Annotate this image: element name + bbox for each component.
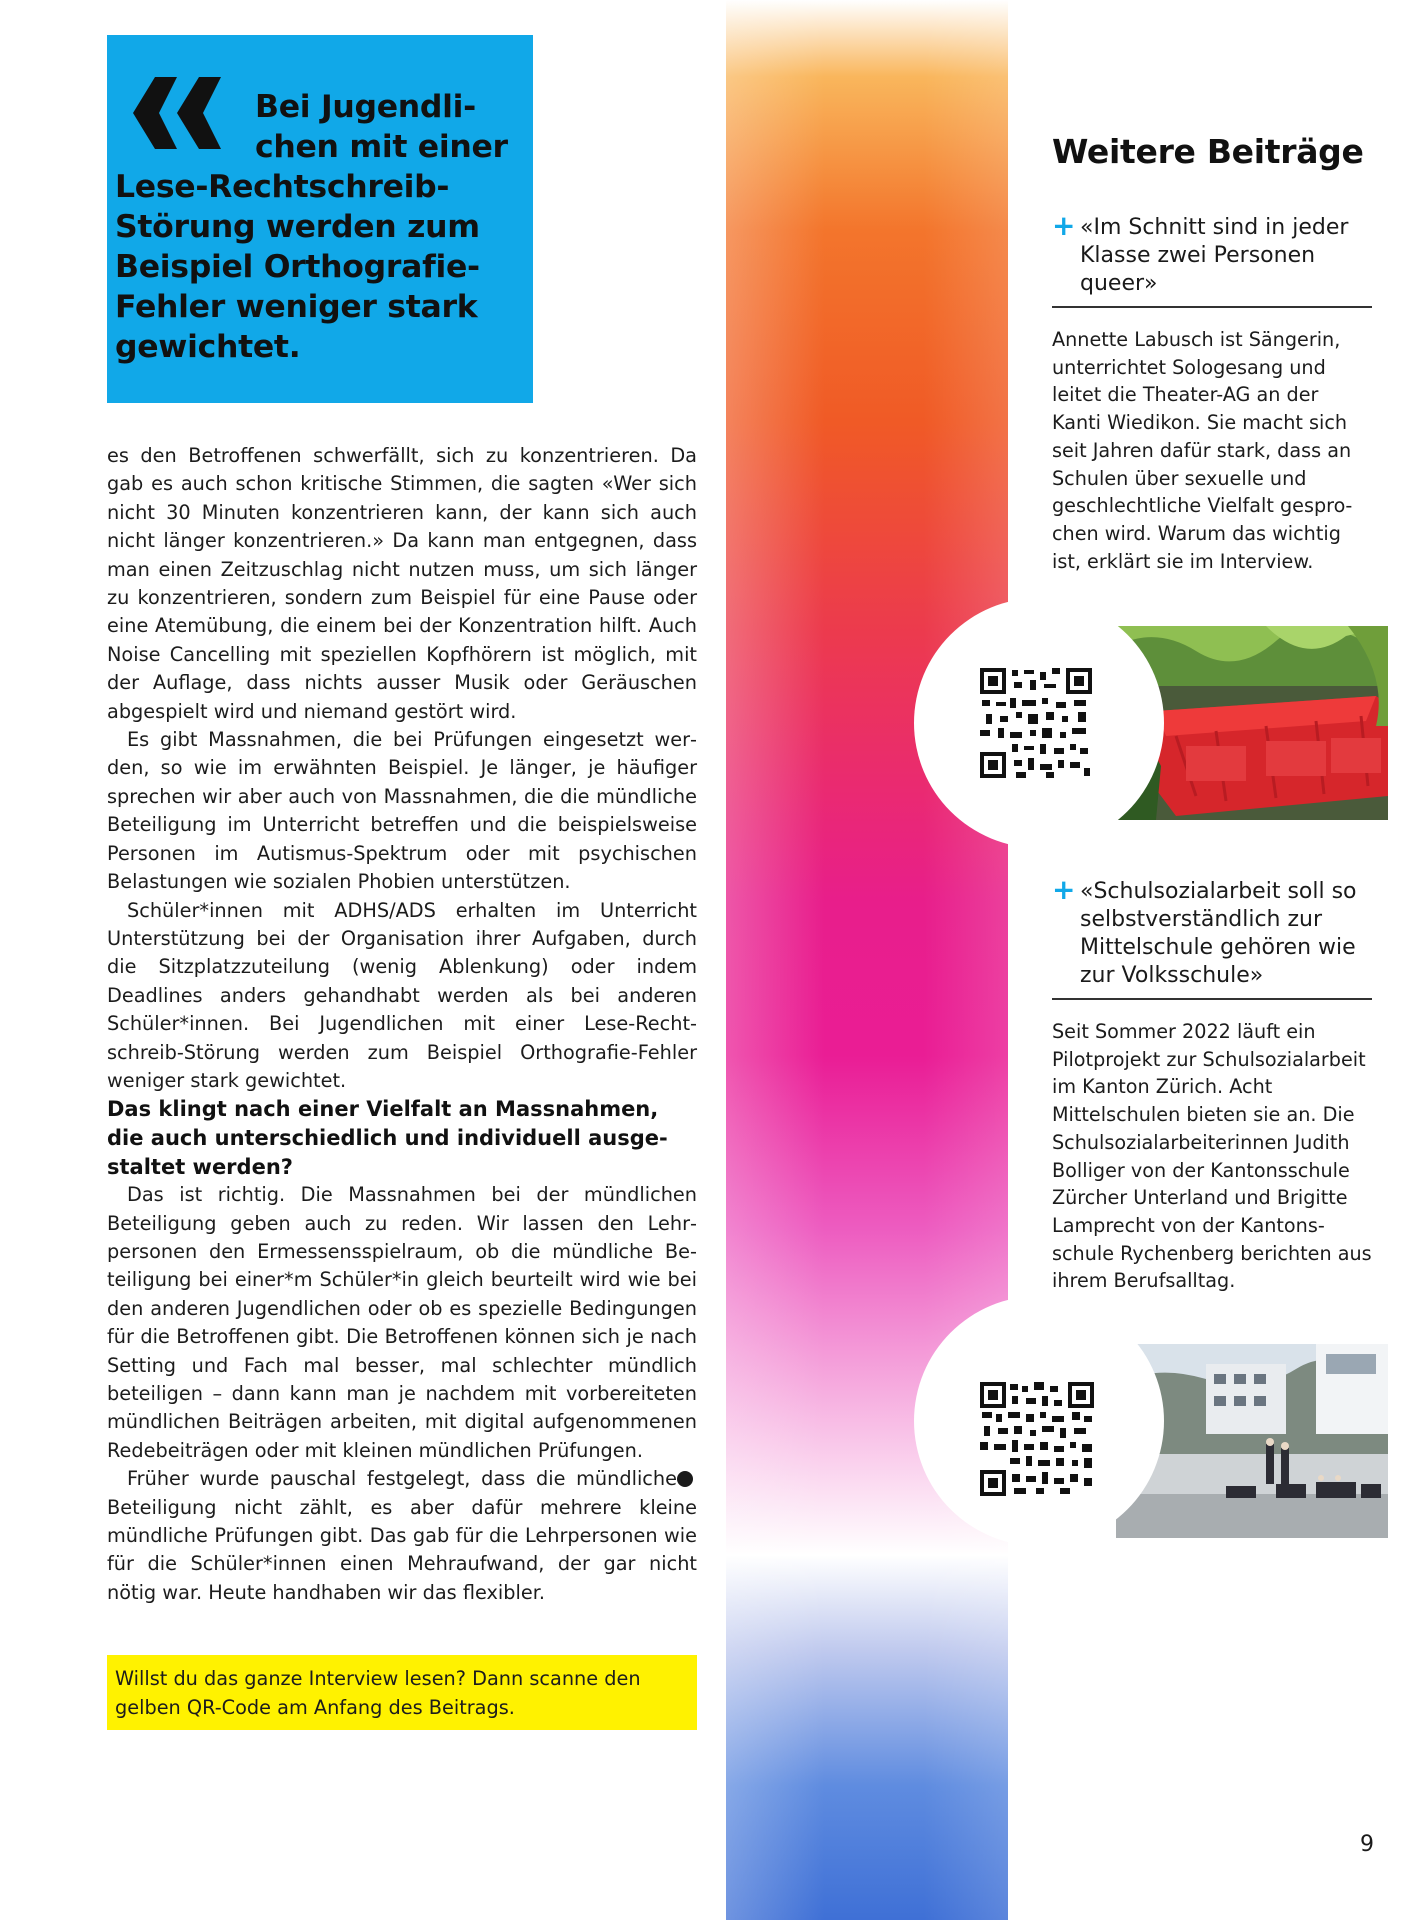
pull-quote-line: Lese-Rechtschreib-	[115, 169, 450, 205]
article-paragraph: Es gibt Massnahmen, die bei Prüfungen eingesetzt werden, so wie im erwähnten Beispiel. Je länger, je häufiger sprechen wir aber auch von Massnahmen, die die mündliche Beteiligung im Unterricht betreffen und die beispielsweise Personen im Autismus-Spektrum oder mit psychischen Belastungen wie sozialen Phobien unterstützen.	[107, 728, 697, 894]
qr-callout-box	[107, 1655, 697, 1730]
teaser-headline-text: «Schulsozialarbeit soll so selbstverständlich zur Mittelschule gehören wie zur Volksschule»	[1080, 879, 1357, 988]
article-body	[107, 442, 707, 1607]
page-number: 9	[1360, 1832, 1374, 1857]
end-of-article-icon: ×	[677, 1471, 693, 1487]
teaser-1-media[interactable]	[914, 600, 1388, 822]
qr-code-icon[interactable]	[980, 1382, 1094, 1496]
decorative-gradient-stripe	[726, 0, 1008, 1920]
teaser-headline-text: «Im Schnitt sind in jeder Klasse zwei Personen queer»	[1080, 215, 1349, 296]
article-paragraph: Schüler*innen mit ADHS/ADS erhalten im Unterricht Unterstützung bei der Organisation ihrer Aufgaben, durch die Sitzplatzzuteilung (wenig Ablenkung) oder indem Deadlines anders gehandhabt werden als bei anderen Schüler*innen. Bei Jugendlichen mit einer Lese-Rechtschreib-Störung werden zum Beispiel Orthografie-Fehler weniger stark gewichtet.	[107, 898, 697, 1092]
article-paragraph: es den Betroffenen schwerfällt, sich zu konzentrieren. Da gab es auch schon kritische Stimmen, die sagten «Wer sich nicht 30 Minuten konzentrieren kann, der kann sich auch nicht länger konzentrieren.» Da kann man entgegnen, dass man einen Zeitzuschlag nicht nutzen muss, um sich länger zu konzentrieren, sondern zum Beispiel für eine Pause oder eine Atemübung, die einem bei der Konzentration hilft. Auch Noise Cancelling mit speziellen Kopfhörern ist möglich, mit der Auflage, dass nichts ausser Musik oder Geräuschen abgespielt wird und niemand gestört wird.	[107, 444, 697, 723]
qr-callout-text: Willst du das ganze Interview lesen? Dann scanne den gelben QR-Code am Anfang des Beitrags.	[115, 1667, 641, 1719]
teaser-summary: Annette Labusch ist Sängerin, unterrichtet Sologesang und leitet die Theater-AG an der Kanti Wiedikon. Sie macht sich seit Jahren dafür stark, dass an Schulen über sexuelle und geschlechtliche Vielfalt gesprochen wird. Warum das wichtig ist, erklärt sie im Interview.	[1052, 328, 1353, 573]
article-paragraph-last	[107, 1465, 707, 1607]
teaser-2-media[interactable]	[914, 1320, 1388, 1542]
pull-quote-box	[107, 35, 533, 403]
pull-quote-line: Fehler weniger stark	[115, 289, 478, 325]
pull-quote-line: gewichtet.	[115, 329, 301, 365]
article-paragraph-text: Früher wurde pauschal festgelegt, dass die mündliche Beteiligung nicht zählt, es aber dafür mehrere kleine mündliche Prüfungen gibt. Das gab für die Lehrpersonen wie für die Schüler*innen einen Mehraufwand, der gar nicht nötig war. Heute handhaben wir das flexibler.	[107, 1467, 697, 1604]
plus-icon: +	[1052, 209, 1076, 242]
teaser-2[interactable]	[1052, 873, 1372, 1295]
pull-quote-line: Beispiel Orthografie-	[115, 249, 480, 285]
teaser-summary: Seit Sommer 2022 läuft ein Pilotprojekt zur Schulsozialarbeit im Kanton Zürich. Acht Mittelschulen bieten sie an. Die Schulsozialarbeiterinnen Judith Bolliger von der Kantonsschule Zürcher Unterland und Brigitte Lamprecht von der Kantonsschule Rychenberg berichten aus ihrem Berufsalltag.	[1052, 1020, 1372, 1293]
article-paragraph: Das ist richtig. Die Massnahmen bei der mündlichen Beteiligung geben auch zu reden. Wir lassen den Lehrpersonen den Ermessensspielraum, ob die mündliche Beteiligung bei einer*m Schüler*in gleich beurteilt wird wie bei den anderen Jugendlichen oder ob es spezielle Bedingungen für die Betroffenen gibt. Die Betroffenen können sich je nach Setting und Fach mal besser, mal schlechter mündlich beteiligen – dann kann man je nachdem mit vorbereiteten mündlichen Beiträgen arbeiten, mit digital aufgenommenen Redebeiträgen oder mit kleinen mündlichen Prüfungen.	[107, 1183, 697, 1462]
pull-quote-text	[115, 87, 525, 367]
plus-icon: +	[1052, 873, 1076, 906]
qr-code-icon[interactable]	[980, 668, 1092, 778]
pull-quote-line: chen mit einer	[255, 129, 508, 165]
pull-quote-line: Störung werden zum	[115, 209, 480, 245]
teaser-1[interactable]	[1052, 209, 1372, 575]
teaser-headline[interactable]	[1052, 873, 1372, 1000]
interview-question: Das klingt nach einer Vielfalt an Massnahmen, die auch unterschiedlich und individuell ausgestaltet werden?	[107, 1097, 668, 1179]
sidebar-title: Weitere Beiträge	[1052, 132, 1364, 171]
teaser-headline[interactable]	[1052, 209, 1372, 308]
pull-quote-line: Bei Jugendli-	[255, 89, 476, 125]
